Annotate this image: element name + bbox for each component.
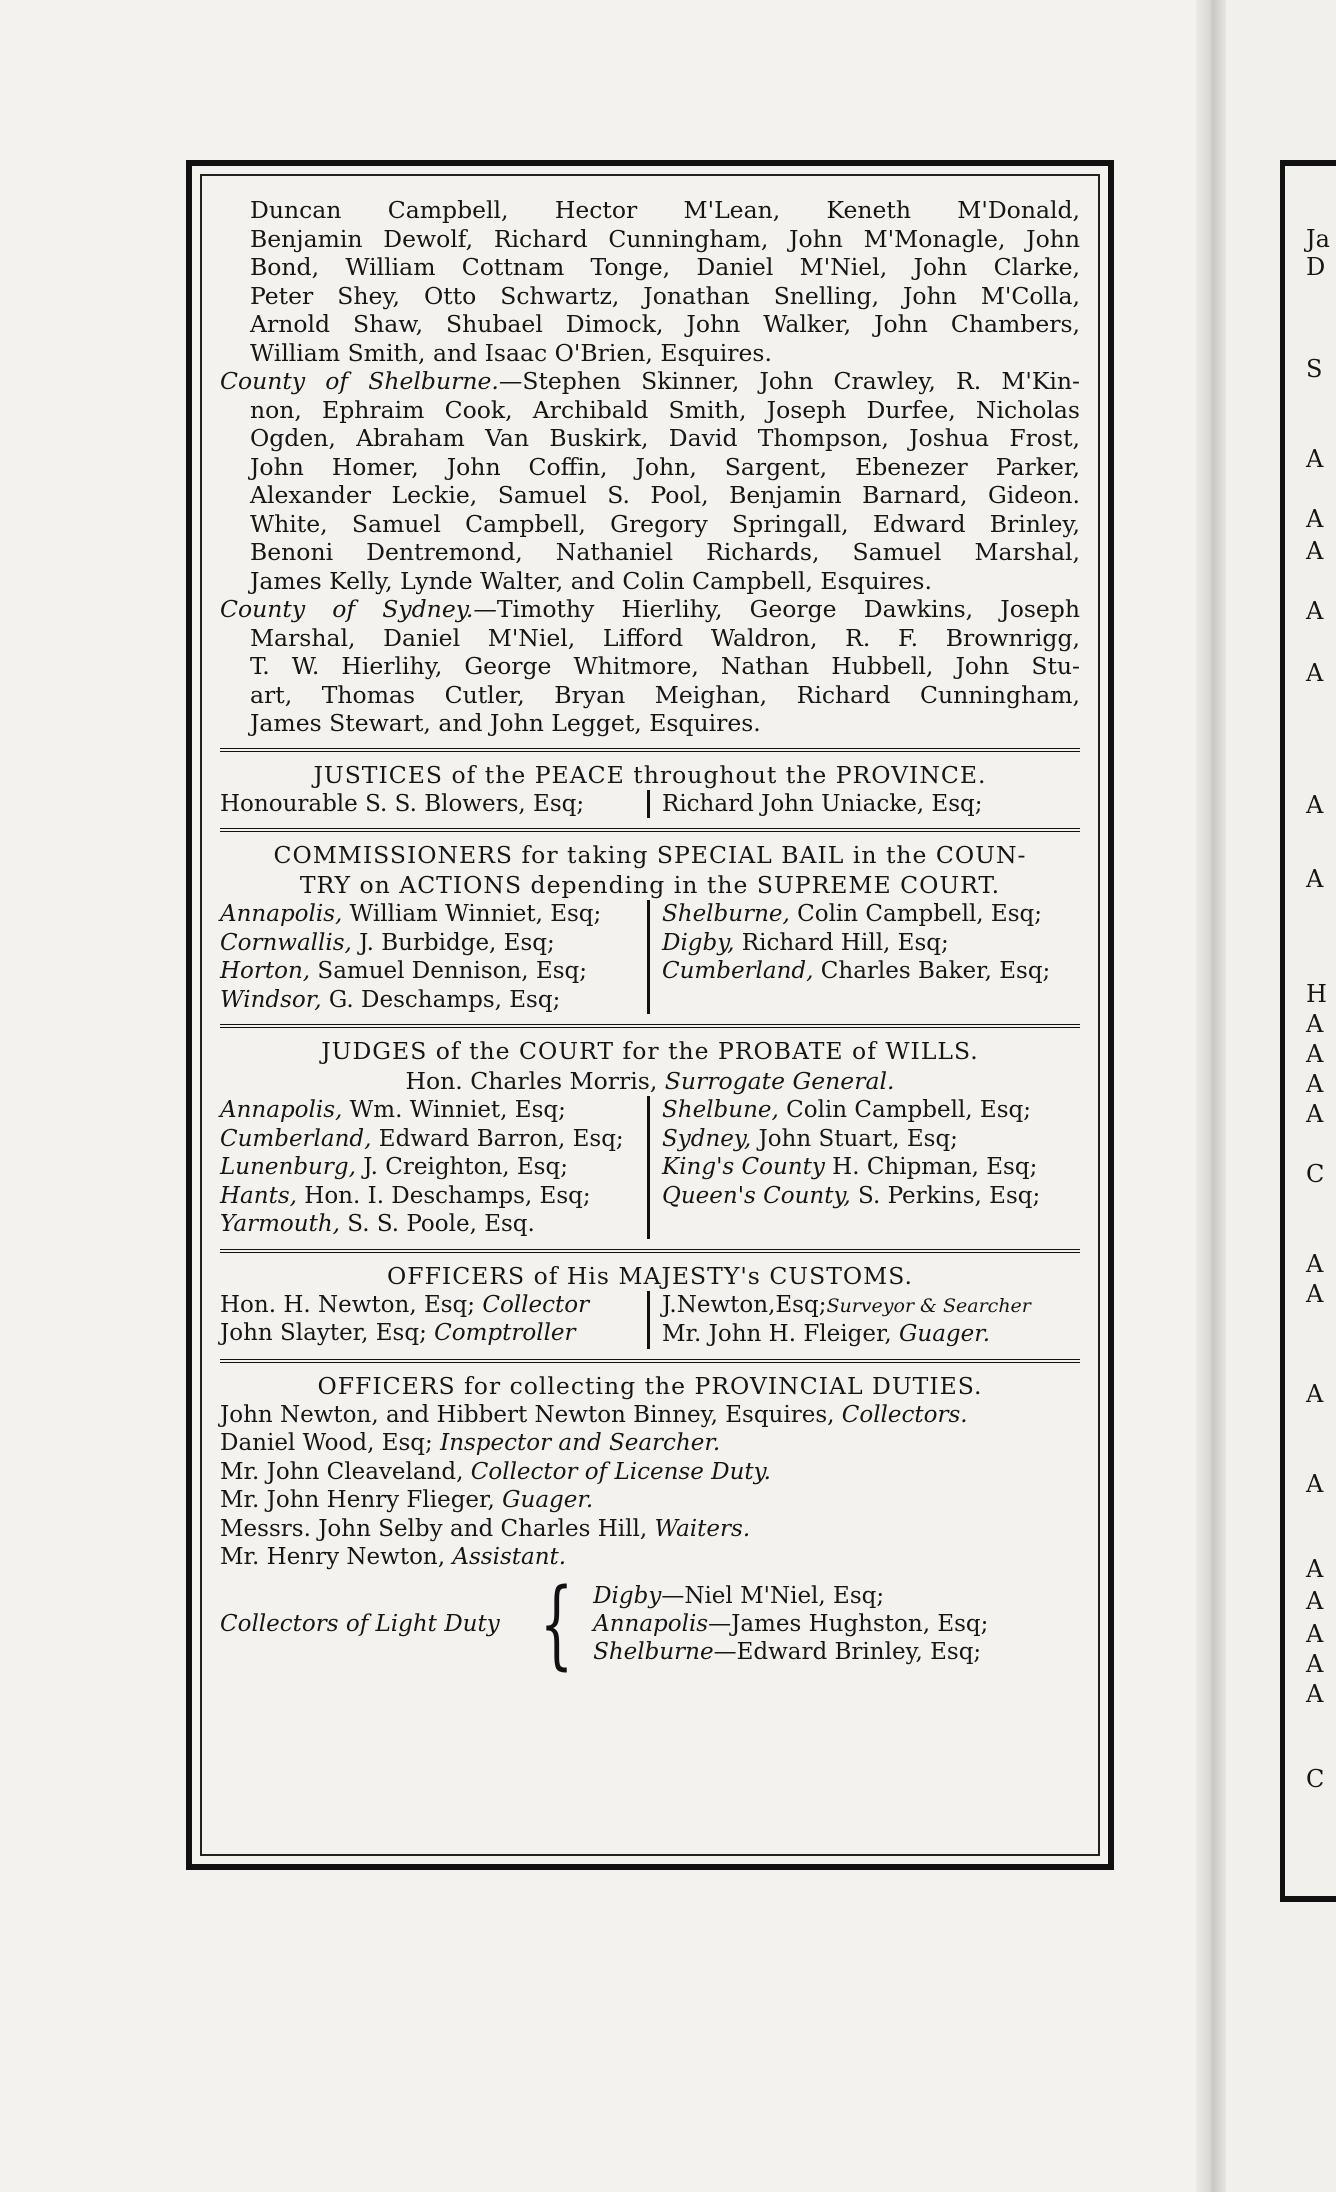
commissioners-section <box>220 840 1080 1014</box>
commissioner-entry <box>662 900 1080 929</box>
facing-letter: C <box>1306 1765 1325 1793</box>
facing-letter: A <box>1306 1470 1324 1498</box>
text-line: Marshal, Daniel M'Niel, Lifford Waldron, R. F. Brownrigg, <box>250 623 1080 652</box>
right-column <box>650 1291 1080 1349</box>
page-frame <box>186 160 1114 1870</box>
facing-letter: A <box>1306 1280 1324 1308</box>
text-line: Arnold Shaw, Shubael Dimock, John Walker, John Chambers, <box>250 310 1080 338</box>
county-label: County of Shelburne. <box>220 367 499 395</box>
commissioner-entry <box>662 957 1080 986</box>
facing-letter: A <box>1306 505 1324 533</box>
facing-letter: A <box>1306 1587 1324 1615</box>
place-name: King's County <box>662 1154 825 1180</box>
customs-officer-entry <box>220 1319 637 1348</box>
customs-officer-entry <box>220 1291 637 1320</box>
justices-columns <box>220 790 1080 819</box>
section-divider <box>220 1359 1080 1365</box>
duty-officer-entry <box>220 1401 1080 1430</box>
person-name: Messrs. John Selby and Charles Hill, <box>220 1515 655 1542</box>
facing-letter: A <box>1306 1555 1324 1583</box>
text-line: Benjamin Dewolf, Richard Cunningham, John M'Monagle, John <box>250 224 1080 253</box>
left-column <box>220 790 650 819</box>
names-block <box>220 196 1080 367</box>
text-line: James Stewart, and John Legget, Esquires. <box>250 709 761 737</box>
customs-section <box>220 1261 1080 1349</box>
county-names: —Stephen Skinner, John Crawley, R. M'Kin- <box>498 367 1080 395</box>
facing-letter: A <box>1306 1620 1324 1648</box>
judge-entry <box>220 1210 637 1239</box>
facing-letter: A <box>1306 1100 1324 1128</box>
person-name: Mr. John Cleaveland, <box>220 1458 471 1485</box>
judge-entry <box>220 1153 637 1182</box>
section-divider <box>220 1024 1080 1030</box>
curly-brace: { <box>539 1567 574 1680</box>
provincial-duties-section <box>220 1371 1080 1680</box>
left-column <box>220 900 650 1014</box>
place-name: Cumberland, <box>220 1125 372 1152</box>
place-name: Cornwallis, <box>220 929 352 956</box>
place-name: Shelburne, <box>662 901 790 927</box>
place-name: Annapolis, <box>220 1097 343 1123</box>
office-title: Guager. <box>502 1487 594 1513</box>
section-heading-cont: TRY on ACTIONS depending in the SUPREME COURT. <box>299 871 1001 899</box>
place-name: Sydney, <box>662 1125 752 1152</box>
office-title: Surveyor & Searcher <box>826 1294 1031 1317</box>
person-name: S. Perkins, Esq; <box>850 1182 1041 1209</box>
sydney-county-block <box>220 595 1080 738</box>
person-name: J. Burbidge, Esq; <box>351 929 555 956</box>
person-name: Charles Baker, Esq; <box>813 958 1051 984</box>
text-line: art, Thomas Cutler, Bryan Meighan, Richard Cunningham, <box>250 680 1080 709</box>
person-name: Colin Campbell, Esq; <box>789 901 1042 927</box>
customs-officer-entry <box>662 1320 1080 1349</box>
office-title: Assistant. <box>452 1544 567 1570</box>
light-duty-entry <box>593 1638 988 1666</box>
person-name: Samuel Dennison, Esq; <box>310 958 587 984</box>
judge-entry <box>662 1096 1080 1125</box>
duty-officer-entry <box>220 1429 1080 1458</box>
duty-officer-entry <box>220 1515 1080 1544</box>
customs-officer-entry <box>662 1291 1080 1321</box>
person-name: Daniel Wood, Esq; <box>220 1430 441 1456</box>
office-title: Collectors. <box>841 1401 968 1428</box>
facing-letter: A <box>1306 1650 1324 1678</box>
judge-entry <box>220 1125 637 1154</box>
person-name: Mr. Henry Newton, <box>220 1544 453 1570</box>
person-name: Hon. I. Deschamps, Esq; <box>296 1182 591 1209</box>
person-name: Hon. H. Newton, Esq; <box>220 1291 483 1318</box>
judge-entry <box>662 1182 1080 1211</box>
place-name: Queen's County, <box>662 1182 851 1209</box>
office-title: Collector <box>482 1291 590 1318</box>
text-line: White, Samuel Campbell, Gregory Springall, Edward Brinley, <box>250 509 1080 538</box>
office-title: Collector of License Duty. <box>470 1458 771 1485</box>
light-duty-entry <box>593 1610 988 1638</box>
commissioner-entry <box>662 929 1080 958</box>
person-name: John Newton, and Hibbert Newton Binney, Esquires, <box>220 1401 842 1428</box>
place-name: Digby <box>593 1582 662 1609</box>
section-heading: COMMISSIONERS for taking SPECIAL BAIL in the COUN- <box>273 841 1027 869</box>
text-line: Ogden, Abraham Van Buskirk, David Thompson, Joshua Frost, <box>250 424 1080 452</box>
customs-columns <box>220 1291 1080 1349</box>
facing-letter: A <box>1306 865 1324 893</box>
facing-letter: A <box>1306 597 1324 625</box>
text-line: Peter Shey, Otto Schwartz, Jonathan Snelling, John M'Colla, <box>250 281 1080 310</box>
page-content <box>220 196 1080 1680</box>
place-name: Annapolis <box>593 1610 709 1637</box>
text-line: non, Ephraim Cook, Archibald Smith, Joseph Durfee, Nicholas <box>250 395 1080 424</box>
light-duty-label: Collectors of Light Duty <box>220 1610 500 1637</box>
person-name: Mr. John H. Fleiger, <box>662 1321 900 1347</box>
person-name: —Niel M'Niel, Esq; <box>661 1582 885 1609</box>
facing-letter: S <box>1306 355 1323 383</box>
text-line: William Smith, and Isaac O'Brien, Esquires. <box>250 338 772 367</box>
text-line: John Homer, John Coffin, John, Sargent, Ebenezer Parker, <box>250 452 1080 481</box>
page-gutter <box>1196 0 1226 2192</box>
person-name: —Edward Brinley, Esq; <box>713 1638 982 1665</box>
person-name: J.Newton,Esq; <box>662 1291 827 1318</box>
person-name: Richard Hill, Esq; <box>734 929 949 956</box>
county-label: County of Sydney. <box>220 595 474 623</box>
right-column <box>650 900 1080 1014</box>
probate-section <box>220 1036 1080 1239</box>
place-name: Hants, <box>220 1182 297 1209</box>
facing-letter: A <box>1306 537 1324 565</box>
text-line: T. W. Hierlihy, George Whitmore, Nathan Hubbell, John Stu- <box>250 652 1080 680</box>
place-name: Horton, <box>220 958 311 984</box>
place-name: Lunenburg, <box>220 1154 356 1180</box>
person-name: —James Hughston, Esq; <box>708 1610 989 1637</box>
commissioner-entry <box>220 900 637 929</box>
office-title: Surrogate General. <box>657 1067 895 1095</box>
person-name: Edward Barron, Esq; <box>371 1125 624 1152</box>
justice-entry: Honourable S. S. Blowers, Esq; <box>220 790 585 817</box>
right-column <box>650 1096 1080 1239</box>
section-divider <box>220 1249 1080 1255</box>
person-name: Colin Campbell, Esq; <box>778 1097 1031 1123</box>
commissioners-columns <box>220 900 1080 1014</box>
facing-letter: A <box>1306 1010 1324 1038</box>
person-name: Mr. John Henry Flieger, <box>220 1487 503 1513</box>
office-title: Inspector and Searcher. <box>440 1430 721 1456</box>
person-name: J. Creighton, Esq; <box>355 1154 568 1180</box>
text-line: James Kelly, Lynde Walter, and Colin Campbell, Esquires. <box>250 566 932 595</box>
office-title: Guager. <box>899 1321 991 1347</box>
judge-entry <box>220 1182 637 1211</box>
county-names: —Timothy Hierlihy, George Dawkins, Joseph <box>473 595 1080 623</box>
section-heading: JUDGES of the COURT for the PROBATE of WILLS. <box>321 1037 979 1065</box>
person-name: Hon. Charles Morris, <box>405 1067 658 1095</box>
judge-entry <box>220 1096 637 1125</box>
place-name: Cumberland, <box>662 958 814 984</box>
commissioner-entry <box>220 929 637 958</box>
facing-letter: A <box>1306 445 1324 473</box>
facing-letter: Ja <box>1306 225 1330 253</box>
facing-letter: A <box>1306 1250 1324 1278</box>
place-name: Shelburne <box>593 1638 714 1665</box>
text-line <box>220 595 1080 624</box>
text-line <box>220 367 1080 396</box>
person-name: John Stuart, Esq; <box>751 1125 958 1152</box>
light-duty-list <box>593 1582 988 1666</box>
facing-letter: A <box>1306 659 1324 687</box>
section-heading: OFFICERS of His MAJESTY's CUSTOMS. <box>387 1261 913 1290</box>
left-column <box>220 1291 650 1349</box>
section-heading: OFFICERS for collecting the PROVINCIAL DUTIES. <box>317 1371 983 1400</box>
section-heading: JUSTICES of the PEACE throughout the PROVINCE. <box>313 760 987 789</box>
probate-columns <box>220 1096 1080 1239</box>
facing-letter: A <box>1306 1380 1324 1408</box>
judge-entry <box>662 1153 1080 1182</box>
right-column <box>650 790 1080 819</box>
duty-officer-entry <box>220 1458 1080 1487</box>
office-title: Comptroller <box>434 1320 576 1346</box>
surrogate-general-line <box>220 1066 1080 1096</box>
text-line: Benoni Dentremond, Nathaniel Richards, Samuel Marshal, <box>250 538 1080 566</box>
place-name: Windsor, <box>220 986 322 1013</box>
facing-letter: A <box>1306 791 1324 819</box>
facing-letter: D <box>1306 253 1326 281</box>
light-duty-block <box>220 1567 1080 1680</box>
section-divider <box>220 828 1080 834</box>
person-name: William Winniet, Esq; <box>342 901 602 927</box>
office-title: Waiters. <box>654 1515 751 1542</box>
place-name: Annapolis, <box>220 901 343 927</box>
light-duty-entry <box>593 1582 988 1610</box>
shelburne-county-block <box>220 367 1080 595</box>
place-name: Digby, <box>662 929 735 956</box>
text-line: Duncan Campbell, Hector M'Lean, Keneth M'Donald, <box>250 196 1080 224</box>
duty-officer-entry <box>220 1486 1080 1515</box>
judge-entry <box>662 1125 1080 1154</box>
facing-letter: H <box>1306 980 1327 1008</box>
person-name: S. S. Poole, Esq. <box>339 1211 535 1237</box>
facing-letter: C <box>1306 1160 1325 1188</box>
person-name: Wm. Winniet, Esq; <box>342 1097 566 1123</box>
left-column <box>220 1096 650 1239</box>
commissioner-entry <box>220 957 637 986</box>
duty-officer-entry <box>220 1543 1080 1572</box>
facing-letter: A <box>1306 1040 1324 1068</box>
place-name: Yarmouth, <box>220 1211 340 1237</box>
text-line: Bond, William Cottnam Tonge, Daniel M'Niel, John Clarke, <box>250 253 1080 281</box>
facing-letter: A <box>1306 1680 1324 1708</box>
person-name: John Slayter, Esq; <box>220 1320 435 1346</box>
person-name: H. Chipman, Esq; <box>824 1154 1038 1180</box>
justices-section <box>220 760 1080 819</box>
facing-letter: A <box>1306 1070 1324 1098</box>
text-line: Alexander Leckie, Samuel S. Pool, Benjamin Barnard, Gideon. <box>250 481 1080 509</box>
justice-entry: Richard John Uniacke, Esq; <box>662 790 983 817</box>
place-name: Shelbune, <box>662 1097 779 1123</box>
section-divider <box>220 748 1080 754</box>
commissioner-entry <box>220 986 637 1015</box>
person-name: G. Deschamps, Esq; <box>321 986 561 1013</box>
